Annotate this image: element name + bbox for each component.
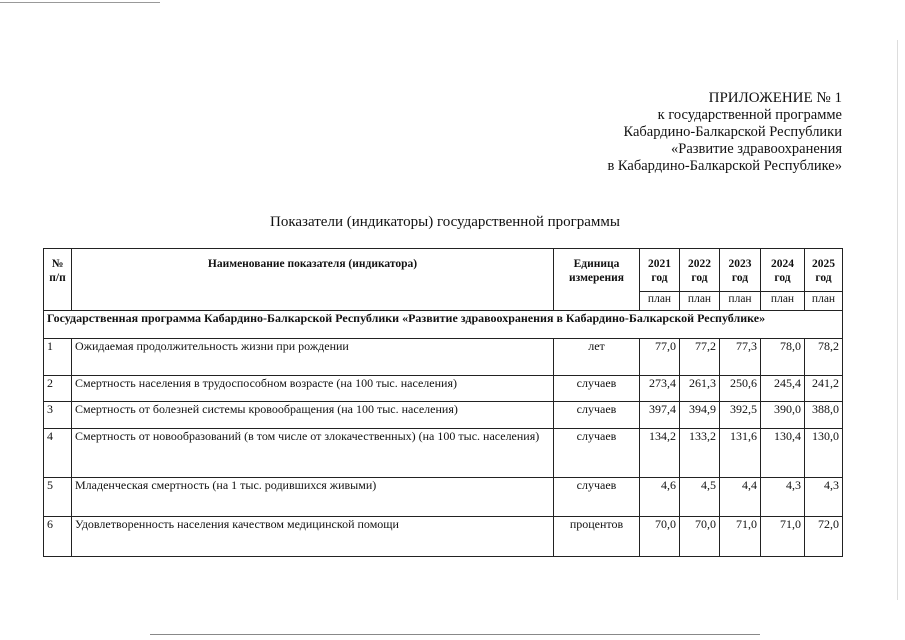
table-row bbox=[44, 478, 843, 517]
program-title: Государственная программа Кабардино-Балкарской Республики «Развитие здравоохранения в Кабардино-Балкарской Республике» bbox=[44, 311, 843, 339]
row-value: 130,4 bbox=[761, 429, 805, 478]
table-row bbox=[44, 429, 843, 478]
header-plan: план bbox=[720, 292, 761, 311]
header-plan: план bbox=[761, 292, 805, 311]
row-name: Ожидаемая продолжительность жизни при рождении bbox=[72, 339, 554, 376]
row-value: 130,0 bbox=[805, 429, 843, 478]
row-value: 388,0 bbox=[805, 402, 843, 429]
header-year: 2025 год bbox=[805, 249, 843, 292]
row-value: 397,4 bbox=[640, 402, 680, 429]
header-name: Наименование показателя (индикатора) bbox=[72, 249, 554, 311]
appendix-header bbox=[607, 90, 842, 175]
row-unit: случаев bbox=[554, 402, 640, 429]
table-row bbox=[44, 402, 843, 429]
row-value: 250,6 bbox=[720, 376, 761, 402]
header-row bbox=[44, 249, 843, 292]
row-value: 71,0 bbox=[720, 517, 761, 557]
row-value: 241,2 bbox=[805, 376, 843, 402]
table-row bbox=[44, 376, 843, 402]
scan-edge-line bbox=[0, 2, 160, 3]
row-value: 394,9 bbox=[680, 402, 720, 429]
header-plan: план bbox=[640, 292, 680, 311]
row-value: 77,0 bbox=[640, 339, 680, 376]
row-value: 273,4 bbox=[640, 376, 680, 402]
page-title: Показатели (индикаторы) государственной программы bbox=[270, 214, 620, 230]
table-row bbox=[44, 339, 843, 376]
row-unit: лет bbox=[554, 339, 640, 376]
row-unit: случаев bbox=[554, 429, 640, 478]
header-year: 2021 год bbox=[640, 249, 680, 292]
header-plan: план bbox=[805, 292, 843, 311]
row-name: Смертность от новообразований (в том числе от злокачественных) (на 100 тыс. населения) bbox=[72, 429, 554, 478]
appendix-title: ПРИЛОЖЕНИЕ № 1 bbox=[708, 90, 842, 106]
row-value: 134,2 bbox=[640, 429, 680, 478]
row-value: 4,6 bbox=[640, 478, 680, 517]
header-num: № п/п bbox=[44, 249, 72, 311]
row-unit: случаев bbox=[554, 478, 640, 517]
row-value: 77,3 bbox=[720, 339, 761, 376]
row-unit: процентов bbox=[554, 517, 640, 557]
appendix-line: «Развитие здравоохранения bbox=[671, 141, 842, 157]
row-name: Младенческая смертность (на 1 тыс. родившихся живыми) bbox=[72, 478, 554, 517]
row-value: 4,3 bbox=[805, 478, 843, 517]
row-value: 390,0 bbox=[761, 402, 805, 429]
row-num: 4 bbox=[44, 429, 72, 478]
header-plan: план bbox=[680, 292, 720, 311]
header-unit: Единица измерения bbox=[554, 249, 640, 311]
header-year: 2024 год bbox=[761, 249, 805, 292]
row-value: 245,4 bbox=[761, 376, 805, 402]
row-value: 133,2 bbox=[680, 429, 720, 478]
row-name: Удовлетворенность населения качеством медицинской помощи bbox=[72, 517, 554, 557]
row-value: 4,3 bbox=[761, 478, 805, 517]
indicators-table bbox=[43, 248, 843, 557]
appendix-line: в Кабардино-Балкарской Республике» bbox=[607, 158, 842, 174]
row-value: 72,0 bbox=[805, 517, 843, 557]
row-num: 2 bbox=[44, 376, 72, 402]
header-year: 2022 год bbox=[680, 249, 720, 292]
row-value: 70,0 bbox=[680, 517, 720, 557]
row-value: 70,0 bbox=[640, 517, 680, 557]
row-num: 1 bbox=[44, 339, 72, 376]
row-value: 131,6 bbox=[720, 429, 761, 478]
row-value: 78,0 bbox=[761, 339, 805, 376]
row-value: 261,3 bbox=[680, 376, 720, 402]
table-row bbox=[44, 517, 843, 557]
row-name: Смертность от болезней системы кровообращения (на 100 тыс. населения) bbox=[72, 402, 554, 429]
row-value: 71,0 bbox=[761, 517, 805, 557]
appendix-line: Кабардино-Балкарской Республики bbox=[623, 124, 842, 140]
row-value: 77,2 bbox=[680, 339, 720, 376]
program-row bbox=[44, 311, 843, 339]
row-num: 3 bbox=[44, 402, 72, 429]
header-year: 2023 год bbox=[720, 249, 761, 292]
row-value: 392,5 bbox=[720, 402, 761, 429]
row-num: 5 bbox=[44, 478, 72, 517]
scan-edge-line bbox=[150, 634, 760, 635]
row-name: Смертность населения в трудоспособном возрасте (на 100 тыс. населения) bbox=[72, 376, 554, 402]
scan-edge-line bbox=[897, 40, 898, 600]
appendix-line: к государственной программе bbox=[657, 107, 842, 123]
row-value: 78,2 bbox=[805, 339, 843, 376]
row-unit: случаев bbox=[554, 376, 640, 402]
row-num: 6 bbox=[44, 517, 72, 557]
row-value: 4,5 bbox=[680, 478, 720, 517]
row-value: 4,4 bbox=[720, 478, 761, 517]
